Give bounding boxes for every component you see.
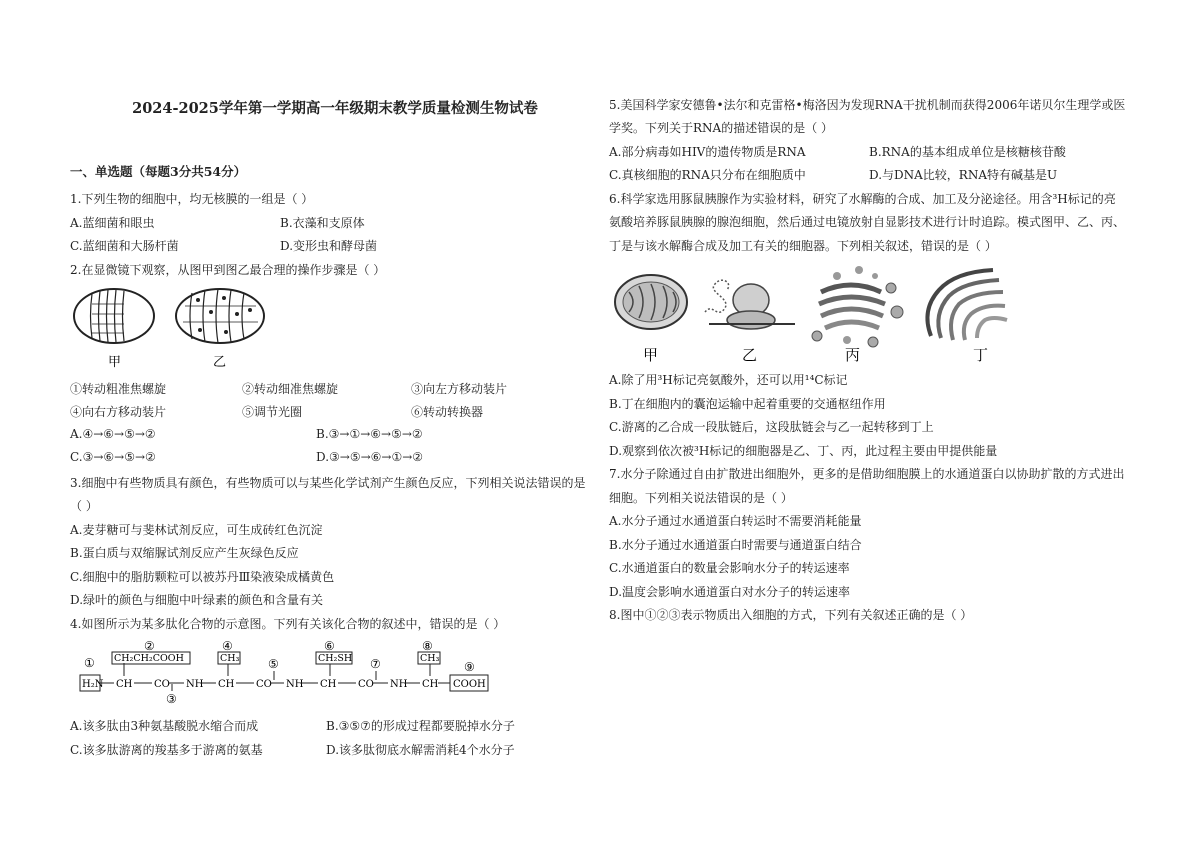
section-heading: 一、单选题（每题3分共54分） — [70, 164, 247, 179]
q5-option-d: D.与DNA比较，RNA特有碱基是U — [869, 168, 1058, 182]
q3-option-a: A.麦芽糖可与斐林试剂反应，可生成砖红色沉淀 — [70, 523, 323, 537]
carboxyl-group: COOH — [453, 679, 486, 690]
q2-option-b: B.③→①→⑥→⑤→② — [316, 427, 423, 441]
q6-option-d: D.观察到依次被³H标记的细胞器是乙、丁、丙，此过程主要由甲提供能量 — [609, 444, 998, 458]
q2-stem: 2.在显微镜下观察，从图甲到图乙最合理的操作步骤是（ ） — [70, 263, 386, 277]
mark-1: ① — [84, 656, 95, 670]
endoplasmic-reticulum-image — [927, 270, 1007, 340]
ch-1: CH — [116, 679, 133, 690]
q1-option-c: C.蓝细菌和大肠杆菌 — [70, 239, 179, 253]
view-jia — [74, 289, 154, 343]
q4-option-d: D.该多肽彻底水解需消耗4个水分子 — [326, 743, 515, 757]
mark-7: ⑦ — [370, 657, 381, 671]
nh-1: NH — [186, 679, 204, 690]
q3-stem-cont: （ ） — [70, 499, 98, 513]
q7-option-b: B.水分子通过水通道蛋白时需要与通道蛋白结合 — [609, 538, 862, 552]
r-group-3: CH₂SH — [318, 653, 353, 664]
q5-option-b: B.RNA的基本组成单位是核糖核苷酸 — [869, 145, 1066, 159]
q3-stem: 3.细胞中有些物质具有颜色，有些物质可以与某些化学试剂产生颜色反应，下列相关说法错误的是 — [70, 476, 586, 490]
label-jia: 甲 — [108, 355, 122, 370]
ch-4: CH — [422, 679, 439, 690]
q2-step-3: ③向左方移动装片 — [411, 382, 508, 396]
q2-step-1: ①转动粗准焦螺旋 — [70, 382, 167, 396]
mitochondrion-image — [615, 275, 687, 329]
q4-option-b: B.③⑤⑦的形成过程都要脱掉水分子 — [326, 719, 515, 733]
nh-3: NH — [390, 679, 408, 690]
q5-option-a: A.部分病毒如HIV的遗传物质是RNA — [609, 145, 806, 159]
page-title: 2024-2025学年第一学期高一年级期末教学质量检测生物试卷 — [132, 100, 538, 117]
q6-option-a: A.除了用³H标记亮氨酸外，还可以用¹⁴C标记 — [609, 373, 848, 387]
mark-2: ② — [144, 639, 155, 653]
q7-stem-cont: 细胞。下列相关说法错误的是（ ） — [609, 491, 793, 505]
mark-9: ⑨ — [464, 660, 475, 674]
q7-option-c: C.水通道蛋白的数量会影响水分子的转运速率 — [609, 561, 850, 575]
q4-option-c: C.该多肽游离的羧基多于游离的氨基 — [70, 743, 263, 757]
co-1: CO — [154, 679, 170, 690]
mark-3: ③ — [166, 692, 177, 706]
view-yi — [176, 289, 264, 343]
q8-stem: 8.图中①②③表示物质出入细胞的方式，下列有关叙述正确的是（ ） — [609, 608, 973, 622]
q7-option-a: A.水分子通过水通道蛋白转运时不需要消耗能量 — [609, 514, 862, 528]
q6-option-b: B.丁在细胞内的囊泡运输中起着重要的交通枢纽作用 — [609, 397, 886, 411]
organelle-figure — [609, 262, 1013, 366]
amino-group: H₂N — [82, 679, 104, 690]
q7-option-d: D.温度会影响水通道蛋白对水分子的转运速率 — [609, 585, 851, 599]
q1-option-b: B.衣藻和支原体 — [280, 216, 365, 230]
q5-option-c: C.真核细胞的RNA只分布在细胞质中 — [609, 168, 806, 182]
mark-6: ⑥ — [324, 639, 335, 653]
ribosome-image — [705, 280, 795, 329]
golgi-image — [812, 266, 903, 347]
mark-8: ⑧ — [422, 639, 433, 653]
q2-option-d: D.③→⑤→⑥→①→② — [316, 450, 424, 464]
polypeptide-figure — [78, 638, 558, 708]
q3-option-c: C.细胞中的脂肪颗粒可以被苏丹Ⅲ染液染成橘黄色 — [70, 570, 335, 584]
q3-option-b: B.蛋白质与双缩脲试剂反应产生灰绿色反应 — [70, 546, 299, 560]
q1-stem: 1.下列生物的细胞中，均无核膜的一组是（ ） — [70, 192, 314, 206]
microscope-figure — [70, 286, 280, 370]
ch-3: CH — [320, 679, 337, 690]
q3-option-d: D.绿叶的颜色与细胞中叶绿素的颜色和含量有关 — [70, 593, 324, 607]
q2-step-5: ⑤调节光圈 — [242, 405, 303, 419]
label-jia: 甲 — [643, 346, 659, 364]
label-yi: 乙 — [742, 346, 758, 364]
q2-option-c: C.③→⑥→⑤→② — [70, 450, 156, 464]
label-ding: 丁 — [973, 346, 989, 364]
co-3: CO — [358, 679, 374, 690]
q5-stem-cont: 学奖。下列关于RNA的描述错误的是（ ） — [609, 121, 834, 135]
mark-5: ⑤ — [268, 657, 279, 671]
q2-step-4: ④向右方移动装片 — [70, 405, 167, 419]
q4-stem: 4.如图所示为某多肽化合物的示意图。下列有关该化合物的叙述中，错误的是（ ） — [70, 617, 506, 631]
q1-option-a: A.蓝细菌和眼虫 — [70, 216, 155, 230]
q6-stem-cont: 氨酸培养豚鼠胰腺的腺泡细胞，然后通过电镜放射自显影技术进行计时追踪。模式图甲、乙、丙、 — [609, 215, 1126, 229]
mark-4: ④ — [222, 639, 233, 653]
nh-2: NH — [286, 679, 304, 690]
label-bing: 丙 — [845, 346, 861, 364]
r-group-4: CH₃ — [420, 653, 440, 664]
q5-stem: 5.美国科学家安德鲁•法尔和克雷格•梅洛因为发现RNA干扰机制而获得2006年诺贝尔生理学或医 — [609, 98, 1126, 112]
ch-2: CH — [218, 679, 235, 690]
q2-step-6: ⑥转动转换器 — [411, 405, 484, 419]
co-2: CO — [256, 679, 272, 690]
label-yi: 乙 — [213, 355, 227, 370]
r-group-2: CH₃ — [220, 653, 240, 664]
q7-stem: 7.水分子除通过自由扩散进出细胞外，更多的是借助细胞膜上的水通道蛋白以协助扩散的方式进出 — [609, 467, 1125, 481]
q4-option-a: A.该多肽由3种氨基酸脱水缩合而成 — [70, 719, 259, 733]
q2-option-a: A.④→⑥→⑤→② — [70, 427, 156, 441]
q6-option-c: C.游离的乙合成一段肽链后，这段肽链会与乙一起转移到丁上 — [609, 420, 934, 434]
q6-stem-cont2: 丁是与该水解酶合成及加工有关的细胞器。下列相关叙述，错误的是（ ） — [609, 239, 997, 253]
q1-option-d: D.变形虫和酵母菌 — [280, 239, 378, 253]
q6-stem: 6.科学家选用豚鼠胰腺作为实验材料，研究了水解酶的合成、加工及分泌途径。用含³H标记的亮 — [609, 192, 1116, 206]
q2-step-2: ②转动细准焦螺旋 — [242, 382, 339, 396]
r-group-1: CH₂CH₂COOH — [114, 653, 184, 664]
